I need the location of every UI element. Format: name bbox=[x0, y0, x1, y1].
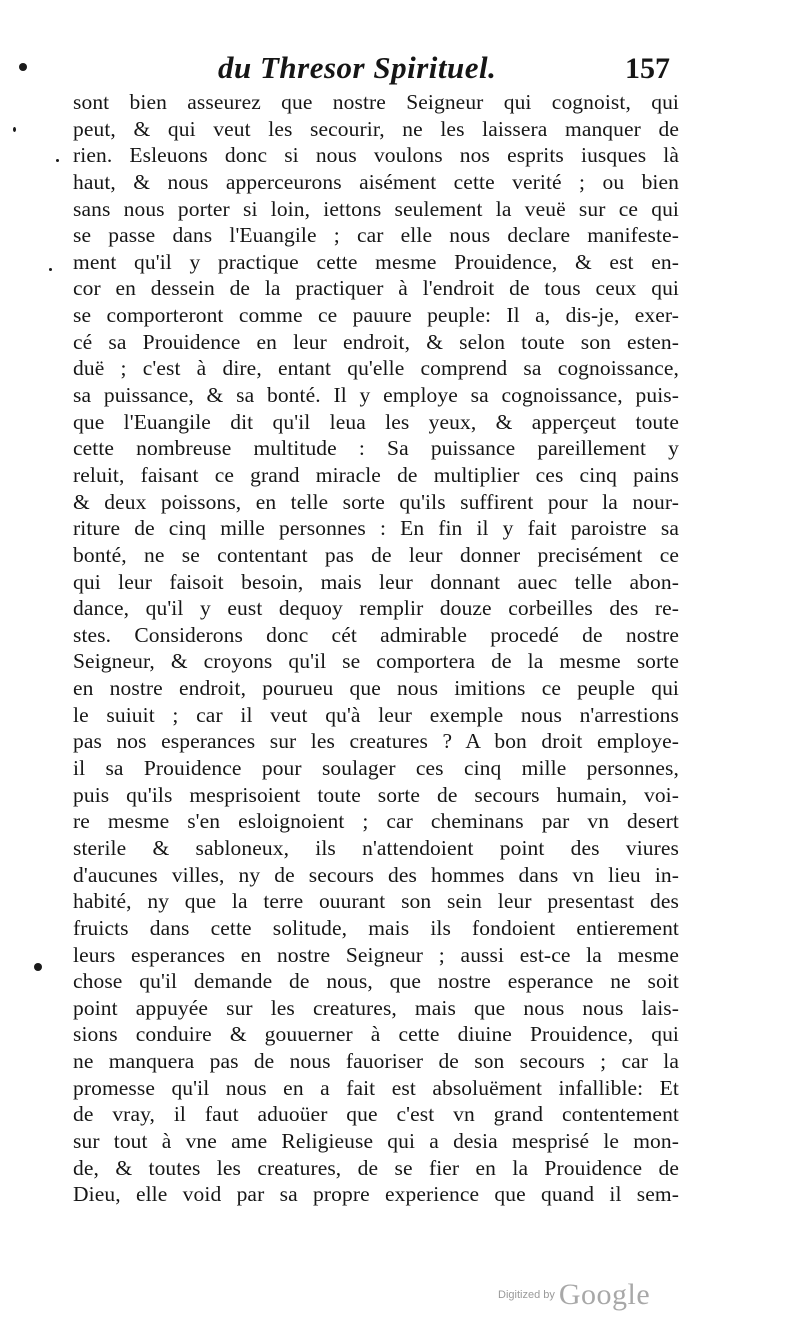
text-line: dance, qu'il y eust dequoy remplir douze corbeilles des re- bbox=[73, 596, 679, 621]
text-line: point appuyée sur les creatures, mais que nous nous lais- bbox=[73, 995, 679, 1020]
page-header bbox=[180, 50, 670, 90]
ink-speck bbox=[34, 963, 42, 971]
text-line: sur tout à vne ame Religieuse qui a desia mesprisé le mon- bbox=[73, 1128, 679, 1153]
text-line: rien. Esleuons donc si nous voulons nos esprits iusques là bbox=[73, 143, 679, 168]
ink-speck bbox=[56, 159, 59, 162]
text-line: chose qu'il demande de nous, que nostre esperance ne soit bbox=[73, 969, 679, 994]
text-line: re mesme s'en esloignoient ; car cheminans par vn desert bbox=[73, 809, 679, 834]
text-line: il sa Prouidence pour soulager ces cinq mille personnes, bbox=[73, 756, 679, 781]
text-line: stes. Considerons donc cét admirable procedé de nostre bbox=[73, 622, 679, 647]
text-line: cette nombreuse multitude : Sa puissance pareillement y bbox=[73, 436, 679, 461]
text-line: bonté, ne se contentant pas de leur donner precisément ce bbox=[73, 542, 679, 567]
google-logo: Google bbox=[558, 1278, 651, 1311]
text-line: sont bien asseurez que nostre Seigneur qui cognoist, qui bbox=[73, 90, 679, 114]
text-line: pas nos esperances sur les creatures ? A bon droit employe- bbox=[73, 729, 679, 754]
ink-speck bbox=[49, 268, 52, 271]
text-line: fruicts dans cette solitude, mais ils fondoient entierement bbox=[73, 915, 679, 940]
text-line: sions conduire & gouuerner à cette diuine Prouidence, qui bbox=[73, 1022, 679, 1047]
text-line: de vray, il faut aduoüer que c'est vn grand contentement bbox=[73, 1102, 679, 1127]
ink-speck bbox=[13, 127, 16, 132]
text-line: peut, & qui veut les secourir, ne les laissera manquer de bbox=[73, 116, 679, 141]
text-line: se comporteront comme ce pauure peuple: Il a, dis-je, exer- bbox=[73, 303, 679, 328]
digitized-by-google-watermark bbox=[498, 1278, 650, 1312]
text-line: habité, ny que la terre ouurant son sein leur presentast des bbox=[73, 889, 679, 914]
body-text bbox=[73, 89, 679, 1208]
text-line: cé sa Prouidence en leur endroit, & selon toute son esten- bbox=[73, 329, 679, 354]
text-line: duë ; c'est à dire, entant qu'elle comprend sa cognoissance, bbox=[73, 356, 679, 381]
text-line: Dieu, elle void par sa propre experience que quand il sem- bbox=[73, 1182, 679, 1207]
page-number: 157 bbox=[625, 52, 670, 85]
text-line: le suiuit ; car il veut qu'à leur exemple nous n'arrestions bbox=[73, 702, 679, 727]
text-line: promesse qu'il nous en a fait est absoluëment infallible: Et bbox=[73, 1075, 679, 1100]
text-line: reluit, faisant ce grand miracle de multiplier ces cinq pains bbox=[73, 462, 679, 487]
text-line: sa puissance, & sa bonté. Il y employe sa cognoissance, puis- bbox=[73, 383, 679, 408]
text-line: haut, & nous apperceurons aisément cette verité ; ou bien bbox=[73, 169, 679, 194]
text-line: & deux poissons, en telle sorte qu'ils suffirent pour la nour- bbox=[73, 489, 679, 514]
text-line: d'aucunes villes, ny de secours des hommes dans vn lieu in- bbox=[73, 862, 679, 887]
digitized-by-label: Digitized by bbox=[498, 1289, 555, 1301]
text-line: ne manquera pas de nous fauoriser de son secours ; car la bbox=[73, 1049, 679, 1074]
running-head: du Thresor Spirituel. bbox=[218, 50, 497, 85]
ink-speck bbox=[19, 63, 27, 71]
text-line: cor en dessein de la practiquer à l'endroit de tous ceux qui bbox=[73, 276, 679, 301]
text-line: riture de cinq mille personnes : En fin il y fait paroistre sa bbox=[73, 516, 679, 541]
text-line: se passe dans l'Euangile ; car elle nous declare manifeste- bbox=[73, 223, 679, 248]
text-line: sans nous porter si loin, iettons seulement la veuë sur ce qui bbox=[73, 196, 679, 221]
text-line: qui leur faisoit besoin, mais leur donnant auec telle abon- bbox=[73, 569, 679, 594]
text-line: que l'Euangile dit qu'il leua les yeux, & apperçeut toute bbox=[73, 409, 679, 434]
text-line: ment qu'il y practique cette mesme Prouidence, & est en- bbox=[73, 249, 679, 274]
text-line: en nostre endroit, pourueu que nous imitions ce peuple qui bbox=[73, 676, 679, 701]
text-line: de, & toutes les creatures, de se fier en la Prouidence de bbox=[73, 1155, 679, 1180]
text-line: puis qu'ils mesprisoient toute sorte de secours humain, voi- bbox=[73, 782, 679, 807]
text-line: Seigneur, & croyons qu'il se comportera de la mesme sorte bbox=[73, 649, 679, 674]
text-line: sterile & sabloneux, ils n'attendoient point des viures bbox=[73, 835, 679, 860]
text-line: leurs esperances en nostre Seigneur ; aussi est-ce la mesme bbox=[73, 942, 679, 967]
